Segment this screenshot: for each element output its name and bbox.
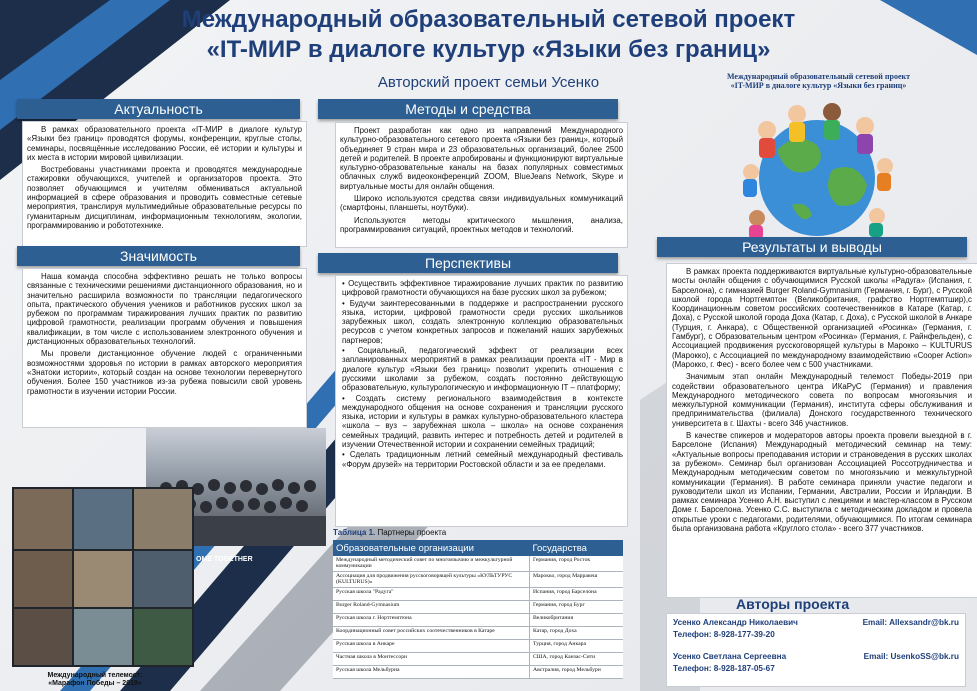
table-cell-organization: Русская школа г. Нортгемптона xyxy=(333,613,530,626)
table-cell-state: Испания, город Барселона xyxy=(530,587,624,600)
table-title-bold: Таблица 1. xyxy=(333,528,376,537)
table-row xyxy=(333,639,623,652)
metody-p3: Используются методы критического мышления, анализа, программирования ситуаций, проектных методов и технологий. xyxy=(340,215,623,234)
table-cell-organization: Русская школа Мельбурна xyxy=(333,665,530,678)
poster-title-line1: Международный образовательный сетевой проект xyxy=(181,6,796,33)
znachimost-p1: Наша команда способна эффективно решать не только вопросы связанные с техническими решениями дистанционного образования, но и значительно расширила возможности по трансляции педагогического опыта, практического обучения учеников и работников русских школ за рубежом по программам тиражирования лучших практик по развитию цифровой грамотности, реализации программ обучения и повышения квалификации, в том числе с использованием электронного обучения и дистанционных образовательных технологий. xyxy=(27,272,302,347)
panel-znachimost xyxy=(22,268,307,428)
collage-photo-videoconference xyxy=(12,487,194,667)
globe-caption xyxy=(706,72,931,90)
table-cell-state: Австралия, город Мельбурн xyxy=(530,665,624,678)
table-cell-organization: Координационный совет российских соотечественников в Катаре xyxy=(333,626,530,639)
table-title-rest: Партнеры проекта xyxy=(375,528,447,537)
panel-aktualnost xyxy=(22,121,307,247)
author2-phone: Телефон: 8-928-187-05-67 xyxy=(673,664,775,673)
perspektivy-list xyxy=(340,279,623,469)
photo-caption xyxy=(30,672,160,688)
table-cell-state: Турция, город Анкара xyxy=(530,639,624,652)
rezultaty-p3: В качестве спикеров и модераторов авторы проекта провели выездной в г. Барселоне (Испания) Международный методический семинар на тему: «Актуальные вопросы преподавания истории и страноведения в русских школах за рубежом». Семинар был организован Ассоциацией Россотрудничества и Международным методическим советом по многоязычию и межкультурной коммуникации (Германия). В работе семинара приняли участие педагоги и руководители школ из Испании, Германии, Австралии, России и Ирландии. В рамках семинара Усенко А.Н. выступил с лекциями и мастер-классом в Русском Доме г. Барселона. Усенко С.С. выступила с методическим докладом и провела открытые уроки с педагогами, родителями, обучающимися. По итогам семинара была организована работа «Круглого стола» - всего 377 участников. xyxy=(672,431,972,534)
table-row xyxy=(333,556,623,571)
table-cell-organization: Burger Roland-Gymnasium xyxy=(333,600,530,613)
table-row xyxy=(333,587,623,600)
panel-perspektivy xyxy=(335,275,628,527)
table-row xyxy=(333,600,623,613)
collage-tiles xyxy=(12,487,194,667)
panel-rezultaty xyxy=(666,263,977,598)
table-cell-organization: Международный методический совет по многоязычию и межкультурной коммуникации xyxy=(333,556,530,571)
aktualnost-p2: Востребованы участниками проекта и проводятся международные стажировки обучающихся, учителей и организаторов проекта. Это позволяет обучающимся и учителям обмениваться актуальной информацией в сфере образования и проводить совместные сетевые мероприятия, транслируя мультимедийные образовательные ресурсы по гуманитарным дисциплинам, информационным технологиям, экологии, программированию и робототехнике. xyxy=(27,165,302,230)
perspektivy-item: • Социальный, педагогический эффект от реализации всех запланированных мероприятий в рамках реализации проекта «IT - Мир в диалоге культур «Языки без границ» позволит укрепить отношения с русскими школами за рубежом, создать постоянно действующую образовательную, культурологическую и информационную IT – платформу; xyxy=(342,346,623,392)
partners-table-title xyxy=(333,526,623,540)
perspektivy-item: • Будучи заинтересованными в поддержке и распространении русского языка, истории, цифровой грамотности среди русских школьников зарубежных школ, создать электронную коллекцию образовательных ресурсов с учетом конкретных запросов и пожеланий наших зарубежных партнеров; xyxy=(342,299,623,345)
globe-children-image xyxy=(737,100,897,240)
table-cell-organization: Русская школа в Анкаре xyxy=(333,639,530,652)
perspektivy-item: • Сделать традиционным летний семейный международный фестиваль «Форум друзей» на территории Ростовской области и за ее пределами. xyxy=(342,450,623,469)
author1-phone: Телефон: 8-928-177-39-20 xyxy=(673,630,775,639)
section-head-znachimost: Значимость xyxy=(17,246,300,266)
rezultaty-p2: Значимым этап онлайн Международный телемост Победы-2019 при содействии образовательного центра ИКаРуС (Германия) и правления Международного методического совета по вопросам многоязычия и межкультурной коммуникации (Германия), института сферы обслуживания и предпринимательства (филиала) Донского государственного технического университета в г. Шахты - всего 346 участников. xyxy=(672,372,972,428)
table-cell-state: Германия, город Росток xyxy=(530,556,624,571)
authors-title: Авторы проекта xyxy=(736,596,850,612)
table-row xyxy=(333,626,623,639)
table-cell-organization: Ассоциация для продвижения русскоговорящей культуры «КУЛЬТУРУС (KULTURUS)» xyxy=(333,571,530,587)
col-header-states: Государства xyxy=(530,540,624,556)
table-row xyxy=(333,665,623,678)
perspektivy-item: • Создать систему регионального взаимодействия в контексте международного общения на основе сохранения и трансляции русского языка, истории и культуры в рамках культурно-образовательного кластера «школа – вуз – зарубежная школа – школа» на основе сохранения семейных традиций, развить интерес и потребность детей и родителей в изучении Отечественной истории и сохранении семейных традиций; xyxy=(342,394,623,450)
partners-table xyxy=(333,540,623,679)
perspektivy-item: • Осуществить эффективное тиражирование лучших практик по развитию цифровой грамотности обучающихся на базе русских школ за рубежом; xyxy=(342,279,623,298)
table-row xyxy=(333,613,623,626)
photo-caption-line2: «Марафон Победы – 2019» xyxy=(48,680,142,687)
globe-caption-line2: «IT-МИР в диалоге культур «Языки без границ» xyxy=(730,81,907,90)
table-cell-state: Катар, город Доха xyxy=(530,626,624,639)
author2-name: Усенко Светлана Сергеевна xyxy=(673,652,787,661)
photo-caption-line1: Международный телемост: xyxy=(47,672,143,679)
metody-p1: Проект разработан как одно из направлений Международного культурно-образовательного сетевого проекта «Языки без границ», который объединяет 9 стран мира и 23 образовательных организаций, более 2500 детей и родителей. В проекте апробированы и функционируют виртуальные культурно-образовательные каналы на базах популярных совместимых облачных служб видеоконференций ZOOM, BlueJeans Network, Skype и виртуальные мосты для онлайн общения. xyxy=(340,126,623,191)
table-cell-state: Марокко, город Марракеш xyxy=(530,571,624,587)
section-head-metody: Методы и средства xyxy=(318,99,618,119)
col-header-organizations: Образовательные организации xyxy=(333,540,530,556)
metody-p2: Широко используются средства связи индивидуальных коммуникаций (смартфоны, планшеты, ноутбуки). xyxy=(340,194,623,213)
partners-table-body xyxy=(333,556,623,678)
panel-metody xyxy=(335,122,628,248)
table-cell-state: Германия, город Бург xyxy=(530,600,624,613)
table-cell-organization: Частная школа в Монтессори xyxy=(333,652,530,665)
section-head-aktualnost: Актуальность xyxy=(17,99,300,119)
table-row xyxy=(333,571,623,587)
author1-name: Усенко Александр Николаевич xyxy=(673,618,798,627)
table-row xyxy=(333,652,623,665)
rezultaty-p1: В рамках проекта поддерживаются виртуальные культурно-образовательные мосты онлайн общения с обучающимися Русской школы «Радуга» (Испания, г. Барселона), с гимназией Burger Roland-Gymnasium (Германия, г. Бург), с Русской школой города Нортгемптон (Великобритания, графство Нортгемптшир),с Координационным советом российских соотечественников в Катаре (Катар, г. Доха), с Русской школой города Доха (Катар, г. Доха), с Русской школой в Анкаре (Турция, г. Анкара), с Общественной организацией «Росинка» (Германия, г. Гамбург), с Образовательным центром «Росинка» (Германия, г. Райнфельден), с Ассоциацией продвижения русскоговорящей культуры в Марокко – KULTURUS (Марокко), с Ассоциацией по международному взаимодействию «Cooper Action» (Марокко, г. Фес) - всего более чем с 500 участниками. xyxy=(672,267,972,369)
section-head-rezultaty: Результаты и выводы xyxy=(657,237,967,257)
author1-email[interactable]: Email: Allexsandr@bk.ru xyxy=(862,618,959,627)
author2-email[interactable]: Email: UsenkoSS@bk.ru xyxy=(863,652,959,661)
poster-title-line2: «IT-МИР в диалоге культур «Языки без границ» xyxy=(206,36,771,63)
table-cell-organization: Русская школа "Радуга" xyxy=(333,587,530,600)
poster-subtitle: Авторский проект семьи Усенко xyxy=(377,74,600,91)
partners-table-block xyxy=(333,526,623,679)
znachimost-p2: Мы провели дистанционное обучение людей с ограниченными возможностями здоровья по истории в рамках авторского мероприятия «Знатоки истории», который создан на основе технологии перевернутого обучения. Более 150 участников из-за рубежа повысили свой уровень грамотности в изучении истории России. xyxy=(27,349,302,396)
authors-panel xyxy=(666,613,966,687)
globe-caption-line1: Международный образовательный сетевой проект xyxy=(726,72,911,81)
table-cell-state: Великобритания xyxy=(530,613,624,626)
section-head-perspektivy: Перспективы xyxy=(318,253,618,273)
table-cell-state: США, город Канзас-Сити xyxy=(530,652,624,665)
photo-banner-text: OME TOGETHER xyxy=(196,556,253,563)
aktualnost-p1: В рамках образовательного проекта «IT-МИР в диалоге культур «Языки без границ» проводятся форумы, конференции, круглые столы, семинары, посвящённые исследованию России, её истории и культуры и их места в истории мировой цивилизации. xyxy=(27,125,302,162)
